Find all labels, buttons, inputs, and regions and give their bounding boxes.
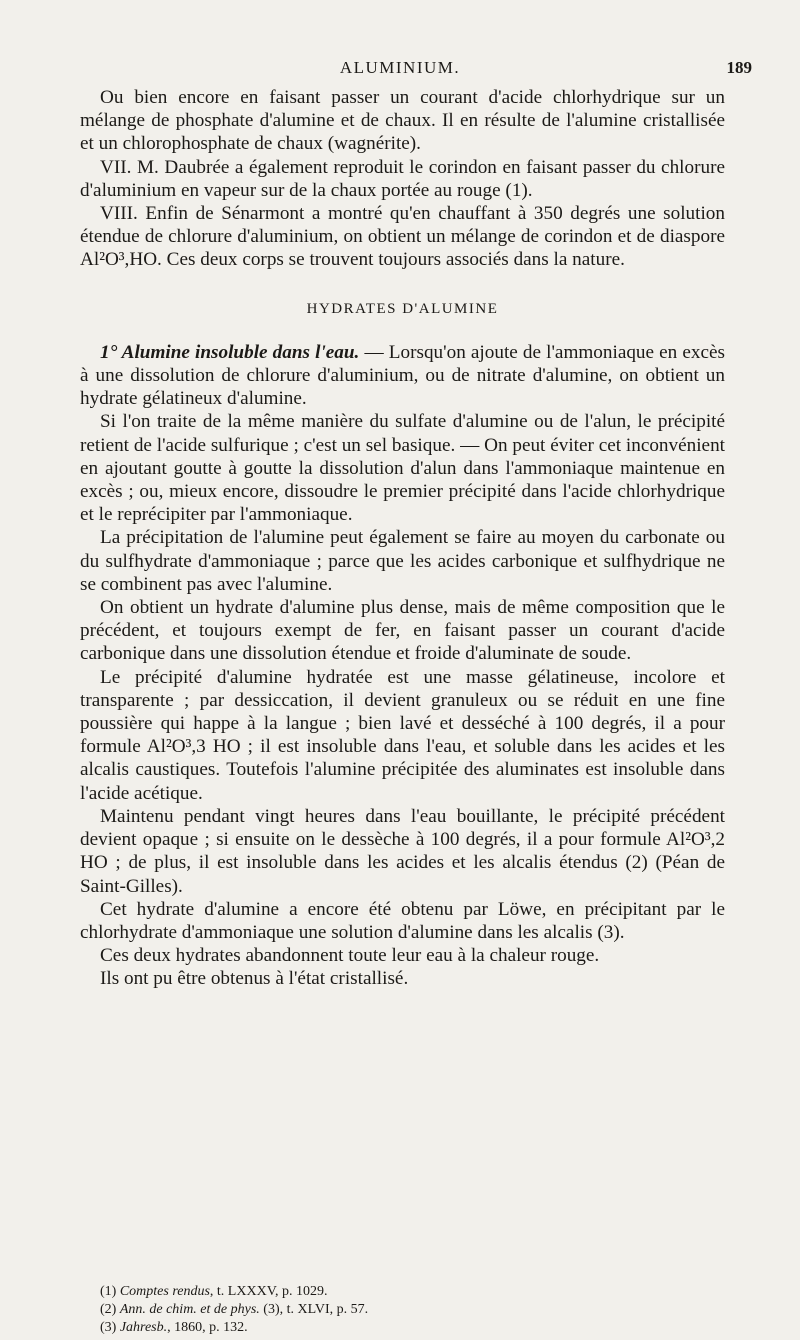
body-text bbox=[80, 86, 725, 991]
footnote bbox=[100, 1319, 368, 1337]
paragraph: Ils ont pu être obtenus à l'état cristallisé. bbox=[100, 968, 409, 990]
footnote-source: Comptes rendus bbox=[119, 1284, 210, 1299]
footnote-source: Jahresb. bbox=[119, 1320, 168, 1335]
paragraph-text: — Lorsqu'on ajoute de l'ammoniaque en excès à une dissolution de chlorure d'aluminium, ou de nitrate d'alumine, on obtient un hydrate gélatineux d'alumine. bbox=[80, 341, 725, 410]
running-title: ALUMINIUM. bbox=[339, 58, 461, 77]
footnote-number: (1) bbox=[100, 1284, 117, 1299]
footnote bbox=[100, 1283, 368, 1301]
paragraph: Ces deux hydrates abandonnent toute leur eau à la chaleur rouge. bbox=[100, 945, 600, 967]
footnote-number: (2) bbox=[100, 1302, 117, 1317]
section-lead: 1° Alumine insoluble dans l'eau. bbox=[100, 341, 360, 363]
paragraph: On obtient un hydrate d'alumine plus dense, mais de même composition que le précédent, et toujours exempt de fer, en faisant passer un courant d'acide carbonique dans une dissolution étendue et froide d'aluminate de soude. bbox=[80, 597, 725, 665]
paragraph: Si l'on traite de la même manière du sulfate d'alumine ou de l'alun, le précipité retient de l'acide sulfurique ; c'est un sel basique. — On peut éviter cet inconvénient en ajoutant goutte à goutte la dissolution d'alun dans l'ammoniaque maintenue en excès ; ou, mieux encore, dissoudre le premier précipité dans l'acide chlorhydrique et le reprécipiter par l'ammoniaque. bbox=[80, 411, 725, 526]
paragraph: La précipitation de l'alumine peut également se faire au moyen du carbonate ou du sulfhydrate d'ammoniaque ; parce que les acides carbonique et sulfhydrique ne se combinent pas avec l'alumine. bbox=[80, 527, 725, 595]
footnote-number: (3) bbox=[100, 1320, 117, 1335]
paragraph: Ou bien encore en faisant passer un courant d'acide chlorhydrique sur un mélange de phosphate d'alumine et de chaux. Il en résulte de l'alumine cristallisée et un chlorophosphate de chaux (wagnérite). bbox=[80, 87, 725, 155]
paragraph: Maintenu pendant vingt heures dans l'eau bouillante, le précipité précédent devient opaque ; si ensuite on le dessèche à 100 degrés, il a pour formule Al²O³,2 HO ; de plus, il est insoluble dans les acides et les alcalis étendus (2) (Péan de Saint-Gilles). bbox=[80, 805, 725, 897]
paragraph: Cet hydrate d'alumine a encore été obtenu par Löwe, en précipitant par le chlorhydrate d'ammoniaque une solution d'alumine dans les alcalis (3). bbox=[80, 898, 725, 943]
paragraph: Le précipité d'alumine hydratée est une masse gélatineuse, incolore et transparente ; par dessiccation, il devient granuleux ou se réduit en une fine poussière qui happe à la langue ; bien lavé et desséché à 100 degrés, il a pour formule Al²O³,3 HO ; il est insoluble dans l'eau, et soluble dans les acides et les alcalis caustiques. Toutefois l'alumine précipitée des aluminates est insoluble dans l'acide acétique. bbox=[80, 666, 725, 804]
paragraph: VII. M. Daubrée a également reproduit le corindon en faisant passer du chlorure d'aluminium en vapeur sur de la chaux portée au rouge (1). bbox=[80, 156, 725, 201]
footnote-source: Ann. de chim. et de phys. bbox=[119, 1302, 260, 1317]
page-number: 189 bbox=[726, 58, 752, 77]
paragraph: VIII. Enfin de Sénarmont a montré qu'en chauffant à 350 degrés une solution étendue de chlorure d'aluminium, on obtient un mélange de corindon et de diaspore Al²O³,HO. Ces deux corps se trouvent toujours associés dans la nature. bbox=[80, 203, 725, 271]
footnote-reference: , t. LXXXV, p. 1029. bbox=[209, 1284, 328, 1299]
running-head bbox=[0, 58, 800, 84]
footnote bbox=[100, 1301, 368, 1319]
section-heading: HYDRATES D'ALUMINE bbox=[306, 300, 499, 317]
footnotes bbox=[100, 1283, 368, 1337]
footnote-reference: , 1860, p. 132. bbox=[167, 1320, 248, 1335]
footnote-reference: (3), t. XLVI, p. 57. bbox=[259, 1302, 369, 1317]
paragraph bbox=[80, 341, 725, 411]
